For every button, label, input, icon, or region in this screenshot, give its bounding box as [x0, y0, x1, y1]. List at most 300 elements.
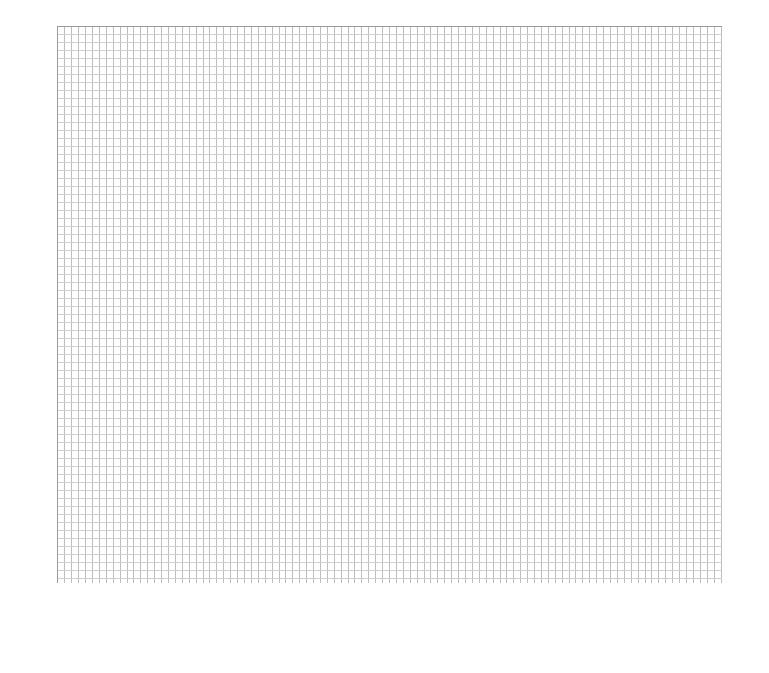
- grid-cell[interactable]: [445, 75, 452, 83]
- grid-cell[interactable]: [169, 227, 176, 235]
- grid-cell[interactable]: [93, 67, 100, 75]
- grid-cell[interactable]: [472, 147, 479, 155]
- grid-cell[interactable]: [182, 403, 189, 411]
- grid-cell[interactable]: [58, 131, 65, 139]
- grid-cell[interactable]: [327, 195, 334, 203]
- grid-cell[interactable]: [334, 43, 341, 51]
- grid-cell[interactable]: [638, 67, 645, 75]
- grid-cell[interactable]: [569, 83, 576, 91]
- grid-cell[interactable]: [376, 283, 383, 291]
- grid-cell[interactable]: [238, 395, 245, 403]
- grid-cell[interactable]: [583, 27, 590, 35]
- grid-cell[interactable]: [452, 51, 459, 59]
- grid-cell[interactable]: [224, 75, 231, 83]
- grid-cell[interactable]: [693, 179, 700, 187]
- grid-cell[interactable]: [541, 315, 548, 323]
- grid-cell[interactable]: [86, 123, 93, 131]
- grid-cell[interactable]: [210, 267, 217, 275]
- grid-cell[interactable]: [700, 251, 707, 259]
- grid-cell[interactable]: [465, 355, 472, 363]
- grid-cell[interactable]: [403, 91, 410, 99]
- grid-cell[interactable]: [244, 27, 251, 35]
- grid-cell[interactable]: [445, 347, 452, 355]
- grid-row[interactable]: [58, 355, 722, 363]
- grid-cell[interactable]: [279, 323, 286, 331]
- grid-cell[interactable]: [293, 339, 300, 347]
- grid-cell[interactable]: [314, 339, 321, 347]
- grid-cell[interactable]: [693, 291, 700, 299]
- grid-cell[interactable]: [645, 363, 652, 371]
- grid-cell[interactable]: [403, 115, 410, 123]
- grid-cell[interactable]: [196, 371, 203, 379]
- grid-cell[interactable]: [244, 59, 251, 67]
- grid-cell[interactable]: [680, 203, 687, 211]
- grid-cell[interactable]: [99, 315, 106, 323]
- grid-cell[interactable]: [224, 187, 231, 195]
- grid-cell[interactable]: [182, 171, 189, 179]
- grid-cell[interactable]: [562, 211, 569, 219]
- grid-cell[interactable]: [555, 427, 562, 435]
- grid-cell[interactable]: [279, 123, 286, 131]
- grid-cell[interactable]: [175, 115, 182, 123]
- grid-cell[interactable]: [604, 115, 611, 123]
- grid-cell[interactable]: [265, 203, 272, 211]
- grid-cell[interactable]: [576, 411, 583, 419]
- grid-cell[interactable]: [79, 43, 86, 51]
- grid-cell[interactable]: [72, 411, 79, 419]
- grid-cell[interactable]: [659, 379, 666, 387]
- grid-cell[interactable]: [541, 307, 548, 315]
- grid-cell[interactable]: [555, 123, 562, 131]
- grid-cell[interactable]: [452, 315, 459, 323]
- grid-cell[interactable]: [583, 419, 590, 427]
- grid-cell[interactable]: [293, 91, 300, 99]
- grid-cell[interactable]: [583, 267, 590, 275]
- grid-cell[interactable]: [652, 299, 659, 307]
- grid-cell[interactable]: [445, 27, 452, 35]
- grid-cell[interactable]: [203, 187, 210, 195]
- grid-cell[interactable]: [307, 411, 314, 419]
- grid-cell[interactable]: [113, 59, 120, 67]
- grid-cell[interactable]: [286, 211, 293, 219]
- grid-cell[interactable]: [231, 395, 238, 403]
- grid-cell[interactable]: [362, 187, 369, 195]
- grid-row[interactable]: [58, 275, 722, 283]
- grid-cell[interactable]: [472, 315, 479, 323]
- grid-cell[interactable]: [617, 371, 624, 379]
- grid-cell[interactable]: [348, 387, 355, 395]
- grid-cell[interactable]: [203, 211, 210, 219]
- grid-cell[interactable]: [307, 371, 314, 379]
- grid-cell[interactable]: [410, 203, 417, 211]
- grid-cell[interactable]: [307, 147, 314, 155]
- grid-cell[interactable]: [383, 315, 390, 323]
- grid-cell[interactable]: [410, 75, 417, 83]
- grid-cell[interactable]: [624, 51, 631, 59]
- grid-cell[interactable]: [307, 187, 314, 195]
- grid-cell[interactable]: [417, 107, 424, 115]
- grid-cell[interactable]: [410, 243, 417, 251]
- grid-cell[interactable]: [355, 339, 362, 347]
- grid-cell[interactable]: [403, 107, 410, 115]
- grid-cell[interactable]: [638, 171, 645, 179]
- grid-cell[interactable]: [479, 243, 486, 251]
- grid-cell[interactable]: [148, 395, 155, 403]
- grid-cell[interactable]: [182, 59, 189, 67]
- grid-cell[interactable]: [86, 371, 93, 379]
- grid-cell[interactable]: [597, 211, 604, 219]
- grid-cell[interactable]: [369, 395, 376, 403]
- grid-cell[interactable]: [438, 395, 445, 403]
- grid-cell[interactable]: [645, 139, 652, 147]
- grid-cell[interactable]: [617, 83, 624, 91]
- grid-cell[interactable]: [72, 331, 79, 339]
- grid-cell[interactable]: [403, 155, 410, 163]
- grid-cell[interactable]: [555, 139, 562, 147]
- grid-cell[interactable]: [320, 243, 327, 251]
- grid-cell[interactable]: [120, 227, 127, 235]
- grid-cell[interactable]: [72, 99, 79, 107]
- grid-cell[interactable]: [521, 267, 528, 275]
- grid-cell[interactable]: [300, 259, 307, 267]
- grid-cell[interactable]: [134, 139, 141, 147]
- grid-cell[interactable]: [452, 27, 459, 35]
- grid-cell[interactable]: [617, 331, 624, 339]
- grid-cell[interactable]: [562, 163, 569, 171]
- grid-cell[interactable]: [265, 163, 272, 171]
- grid-cell[interactable]: [224, 251, 231, 259]
- grid-cell[interactable]: [320, 267, 327, 275]
- grid-cell[interactable]: [452, 323, 459, 331]
- grid-cell[interactable]: [148, 371, 155, 379]
- grid-cell[interactable]: [673, 171, 680, 179]
- grid-cell[interactable]: [79, 195, 86, 203]
- grid-cell[interactable]: [631, 131, 638, 139]
- grid-cell[interactable]: [383, 83, 390, 91]
- grid-cell[interactable]: [583, 107, 590, 115]
- grid-cell[interactable]: [272, 123, 279, 131]
- grid-cell[interactable]: [320, 155, 327, 163]
- grid-cell[interactable]: [707, 75, 714, 83]
- grid-cell[interactable]: [265, 51, 272, 59]
- grid-cell[interactable]: [666, 67, 673, 75]
- grid-cell[interactable]: [465, 35, 472, 43]
- grid-cell[interactable]: [507, 379, 514, 387]
- grid-cell[interactable]: [631, 403, 638, 411]
- grid-cell[interactable]: [106, 331, 113, 339]
- grid-cell[interactable]: [590, 283, 597, 291]
- grid-cell[interactable]: [148, 323, 155, 331]
- grid-cell[interactable]: [541, 219, 548, 227]
- grid-cell[interactable]: [597, 179, 604, 187]
- grid-cell[interactable]: [611, 107, 618, 115]
- grid-cell[interactable]: [238, 259, 245, 267]
- grid-cell[interactable]: [217, 35, 224, 43]
- grid-row[interactable]: [58, 411, 722, 419]
- grid-cell[interactable]: [390, 99, 397, 107]
- grid-cell[interactable]: [390, 323, 397, 331]
- grid-cell[interactable]: [334, 107, 341, 115]
- grid-cell[interactable]: [445, 291, 452, 299]
- grid-cell[interactable]: [120, 363, 127, 371]
- grid-cell[interactable]: [500, 283, 507, 291]
- grid-cell[interactable]: [120, 379, 127, 387]
- grid-cell[interactable]: [79, 251, 86, 259]
- grid-cell[interactable]: [314, 435, 321, 443]
- grid-cell[interactable]: [155, 251, 162, 259]
- grid-cell[interactable]: [238, 115, 245, 123]
- grid-cell[interactable]: [231, 331, 238, 339]
- grid-cell[interactable]: [403, 99, 410, 107]
- grid-cell[interactable]: [279, 171, 286, 179]
- grid-cell[interactable]: [293, 363, 300, 371]
- grid-cell[interactable]: [686, 179, 693, 187]
- grid-cell[interactable]: [714, 91, 721, 99]
- grid-cell[interactable]: [134, 307, 141, 315]
- grid-cell[interactable]: [355, 115, 362, 123]
- grid-cell[interactable]: [300, 99, 307, 107]
- grid-cell[interactable]: [652, 187, 659, 195]
- grid-cell[interactable]: [507, 307, 514, 315]
- grid-cell[interactable]: [535, 395, 542, 403]
- grid-cell[interactable]: [659, 195, 666, 203]
- grid-cell[interactable]: [141, 195, 148, 203]
- grid-cell[interactable]: [493, 219, 500, 227]
- grid-cell[interactable]: [673, 291, 680, 299]
- grid-cell[interactable]: [604, 43, 611, 51]
- grid-cell[interactable]: [286, 35, 293, 43]
- grid-cell[interactable]: [500, 227, 507, 235]
- grid-cell[interactable]: [279, 203, 286, 211]
- grid-cell[interactable]: [65, 411, 72, 419]
- grid-cell[interactable]: [251, 379, 258, 387]
- grid-cell[interactable]: [286, 307, 293, 315]
- grid-cell[interactable]: [300, 219, 307, 227]
- grid-cell[interactable]: [631, 363, 638, 371]
- grid-cell[interactable]: [500, 259, 507, 267]
- grid-cell[interactable]: [645, 411, 652, 419]
- grid-cell[interactable]: [514, 203, 521, 211]
- grid-cell[interactable]: [169, 411, 176, 419]
- grid-cell[interactable]: [293, 395, 300, 403]
- grid-cell[interactable]: [58, 379, 65, 387]
- grid-cell[interactable]: [583, 35, 590, 43]
- grid-cell[interactable]: [631, 35, 638, 43]
- grid-cell[interactable]: [169, 83, 176, 91]
- grid-cell[interactable]: [169, 291, 176, 299]
- grid-cell[interactable]: [597, 283, 604, 291]
- grid-cell[interactable]: [431, 43, 438, 51]
- grid-cell[interactable]: [244, 387, 251, 395]
- grid-cell[interactable]: [272, 51, 279, 59]
- grid-cell[interactable]: [431, 35, 438, 43]
- grid-cell[interactable]: [383, 291, 390, 299]
- grid-cell[interactable]: [286, 379, 293, 387]
- grid-cell[interactable]: [638, 251, 645, 259]
- grid-cell[interactable]: [638, 379, 645, 387]
- grid-cell[interactable]: [99, 171, 106, 179]
- grid-cell[interactable]: [583, 235, 590, 243]
- grid-cell[interactable]: [569, 107, 576, 115]
- grid-cell[interactable]: [562, 403, 569, 411]
- grid-cell[interactable]: [624, 75, 631, 83]
- grid-cell[interactable]: [175, 35, 182, 43]
- grid-cell[interactable]: [196, 219, 203, 227]
- grid-cell[interactable]: [631, 371, 638, 379]
- grid-cell[interactable]: [424, 251, 431, 259]
- grid-cell[interactable]: [141, 275, 148, 283]
- grid-cell[interactable]: [680, 59, 687, 67]
- grid-cell[interactable]: [390, 83, 397, 91]
- grid-cell[interactable]: [327, 35, 334, 43]
- grid-cell[interactable]: [113, 139, 120, 147]
- grid-cell[interactable]: [148, 315, 155, 323]
- grid-cell[interactable]: [286, 115, 293, 123]
- grid-cell[interactable]: [693, 35, 700, 43]
- grid-cell[interactable]: [680, 283, 687, 291]
- grid-cell[interactable]: [486, 195, 493, 203]
- grid-cell[interactable]: [514, 211, 521, 219]
- grid-cell[interactable]: [424, 323, 431, 331]
- grid-cell[interactable]: [514, 187, 521, 195]
- grid-cell[interactable]: [79, 107, 86, 115]
- grid-cell[interactable]: [472, 403, 479, 411]
- grid-cell[interactable]: [231, 211, 238, 219]
- grid-cell[interactable]: [217, 411, 224, 419]
- grid-cell[interactable]: [320, 363, 327, 371]
- grid-cell[interactable]: [493, 35, 500, 43]
- grid-cell[interactable]: [638, 299, 645, 307]
- grid-cell[interactable]: [693, 227, 700, 235]
- grid-cell[interactable]: [583, 43, 590, 51]
- grid-cell[interactable]: [217, 315, 224, 323]
- grid-cell[interactable]: [334, 267, 341, 275]
- grid-cell[interactable]: [673, 131, 680, 139]
- grid-cell[interactable]: [93, 227, 100, 235]
- grid-cell[interactable]: [314, 403, 321, 411]
- grid-cell[interactable]: [479, 195, 486, 203]
- grid-cell[interactable]: [541, 35, 548, 43]
- grid-cell[interactable]: [148, 139, 155, 147]
- grid-cell[interactable]: [155, 275, 162, 283]
- grid-cell[interactable]: [217, 363, 224, 371]
- grid-cell[interactable]: [175, 323, 182, 331]
- grid-cell[interactable]: [507, 83, 514, 91]
- grid-cell[interactable]: [479, 371, 486, 379]
- grid-cell[interactable]: [376, 27, 383, 35]
- grid-cell[interactable]: [355, 227, 362, 235]
- grid-cell[interactable]: [314, 219, 321, 227]
- grid-cell[interactable]: [141, 323, 148, 331]
- grid-cell[interactable]: [113, 419, 120, 427]
- grid-cell[interactable]: [58, 419, 65, 427]
- grid-cell[interactable]: [624, 299, 631, 307]
- grid-cell[interactable]: [521, 171, 528, 179]
- grid-cell[interactable]: [86, 235, 93, 243]
- grid-cell[interactable]: [86, 419, 93, 427]
- grid-cell[interactable]: [611, 83, 618, 91]
- grid-cell[interactable]: [604, 203, 611, 211]
- grid-cell[interactable]: [548, 195, 555, 203]
- grid-cell[interactable]: [562, 91, 569, 99]
- grid-cell[interactable]: [514, 419, 521, 427]
- grid-cell[interactable]: [169, 35, 176, 43]
- grid-cell[interactable]: [528, 387, 535, 395]
- grid-cell[interactable]: [583, 155, 590, 163]
- grid-cell[interactable]: [514, 131, 521, 139]
- grid-cell[interactable]: [86, 179, 93, 187]
- grid-cell[interactable]: [431, 211, 438, 219]
- grid-cell[interactable]: [452, 411, 459, 419]
- grid-cell[interactable]: [341, 51, 348, 59]
- grid-cell[interactable]: [355, 307, 362, 315]
- grid-cell[interactable]: [390, 187, 397, 195]
- grid-cell[interactable]: [72, 315, 79, 323]
- grid-cell[interactable]: [479, 203, 486, 211]
- grid-cell[interactable]: [638, 227, 645, 235]
- grid-cell[interactable]: [700, 179, 707, 187]
- grid-cell[interactable]: [417, 115, 424, 123]
- grid-cell[interactable]: [424, 179, 431, 187]
- grid-cell[interactable]: [541, 123, 548, 131]
- grid-cell[interactable]: [617, 339, 624, 347]
- grid-cell[interactable]: [686, 299, 693, 307]
- grid-cell[interactable]: [548, 115, 555, 123]
- grid-cell[interactable]: [521, 211, 528, 219]
- grid-cell[interactable]: [445, 379, 452, 387]
- grid-cell[interactable]: [707, 147, 714, 155]
- grid-cell[interactable]: [99, 435, 106, 443]
- grid-cell[interactable]: [93, 139, 100, 147]
- grid-cell[interactable]: [673, 59, 680, 67]
- grid-cell[interactable]: [127, 435, 134, 443]
- grid-cell[interactable]: [113, 299, 120, 307]
- grid-cell[interactable]: [286, 339, 293, 347]
- grid-cell[interactable]: [175, 331, 182, 339]
- grid-cell[interactable]: [99, 267, 106, 275]
- grid-cell[interactable]: [569, 363, 576, 371]
- grid-cell[interactable]: [383, 107, 390, 115]
- grid-cell[interactable]: [555, 83, 562, 91]
- grid-cell[interactable]: [86, 299, 93, 307]
- grid-cell[interactable]: [417, 219, 424, 227]
- grid-cell[interactable]: [479, 323, 486, 331]
- grid-cell[interactable]: [355, 259, 362, 267]
- grid-cell[interactable]: [479, 227, 486, 235]
- grid-cell[interactable]: [652, 427, 659, 435]
- grid-cell[interactable]: [120, 403, 127, 411]
- grid-cell[interactable]: [134, 91, 141, 99]
- grid-cell[interactable]: [348, 363, 355, 371]
- grid-cell[interactable]: [707, 259, 714, 267]
- grid-cell[interactable]: [141, 427, 148, 435]
- grid-cell[interactable]: [182, 427, 189, 435]
- grid-cell[interactable]: [507, 315, 514, 323]
- grid-cell[interactable]: [175, 203, 182, 211]
- grid-cell[interactable]: [189, 35, 196, 43]
- grid-cell[interactable]: [583, 355, 590, 363]
- grid-cell[interactable]: [521, 331, 528, 339]
- grid-cell[interactable]: [258, 139, 265, 147]
- grid-cell[interactable]: [72, 259, 79, 267]
- grid-cell[interactable]: [314, 155, 321, 163]
- grid-cell[interactable]: [58, 387, 65, 395]
- grid-cell[interactable]: [320, 427, 327, 435]
- grid-cell[interactable]: [431, 339, 438, 347]
- grid-cell[interactable]: [258, 43, 265, 51]
- grid-cell[interactable]: [486, 259, 493, 267]
- grid-cell[interactable]: [486, 251, 493, 259]
